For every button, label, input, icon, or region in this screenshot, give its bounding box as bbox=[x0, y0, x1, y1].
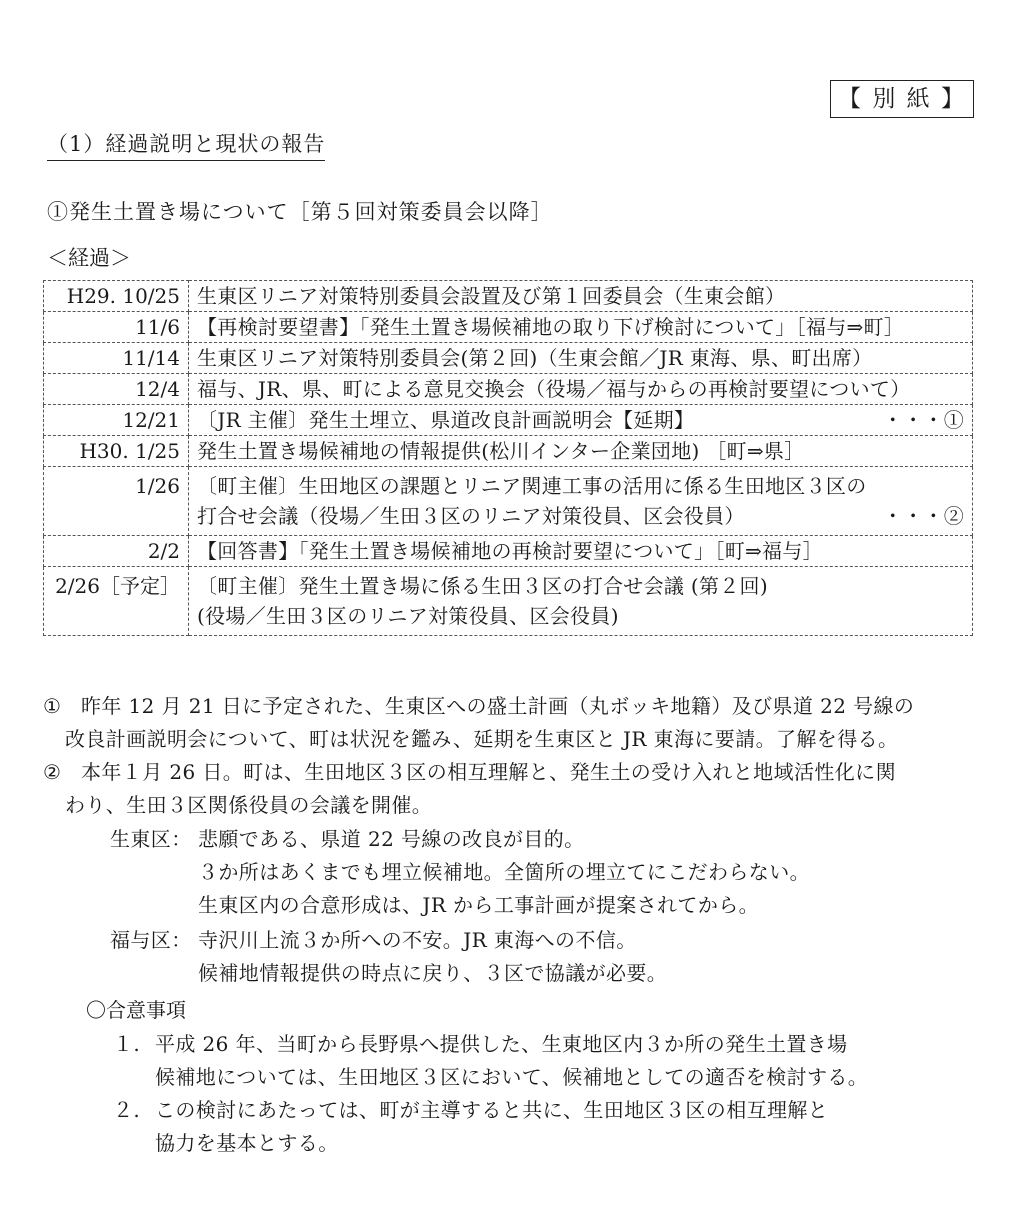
opinion-text: 候補地情報提供の時点に戻り、３区で協議が必要。 bbox=[198, 961, 668, 985]
subsection-title: ①発生土置き場について［第５回対策委員会以降］ bbox=[47, 200, 553, 224]
agreement-title: 〇合意事項 bbox=[86, 998, 186, 1022]
opinion-text: ３か所はあくまでも埋立候補地。全箇所の埋立てにこだわらない。 bbox=[198, 860, 810, 884]
section-title: （1）経過説明と現状の報告 bbox=[47, 128, 325, 161]
timeline-event bbox=[189, 281, 973, 312]
agreement-text: 協力を基本とする。 bbox=[155, 1131, 339, 1155]
event-text: 【再検討要望書】「発生土置き場候補地の取り下げ検討について」［福与⇒町］ bbox=[197, 315, 905, 339]
opinion-text: 寺沢川上流３か所への不安。JR 東海への不信。 bbox=[198, 928, 637, 952]
event-text: 生東区リニア対策特別委員会(第２回)（生東会館／JR 東海、県、町出席） bbox=[197, 346, 873, 370]
timeline-row bbox=[44, 567, 973, 636]
event-text: 発生土置き場候補地の情報提供(松川インター企業団地) ［町⇒県］ bbox=[197, 439, 805, 463]
timeline-row bbox=[44, 436, 973, 467]
timeline-table bbox=[43, 280, 973, 636]
note-number: ② bbox=[43, 760, 62, 784]
history-label: ＜経過＞ bbox=[47, 246, 131, 270]
timeline-row bbox=[44, 374, 973, 405]
opinion-label: 生東区： bbox=[110, 827, 192, 851]
event-text: 〔町主催〕発生土置き場に係る生田３区の打合せ会議 (第２回) bbox=[197, 574, 768, 598]
attachment-badge: 【 別 紙 】 bbox=[830, 80, 974, 118]
note-text: 本年１月 26 日。町は、生田地区３区の相互理解と、発生土の受け入れと地域活性化に関 bbox=[81, 760, 896, 784]
agreement-text: この検討にあたっては、町が主導すると共に、生田地区３区の相互理解と bbox=[155, 1098, 829, 1122]
event-text: 〔町主催〕生田地区の課題とリニア関連工事の活用に係る生田地区３区の bbox=[197, 474, 867, 498]
timeline-date: H29. 10/25 bbox=[44, 281, 189, 312]
timeline-date: 2/26［予定］ bbox=[44, 567, 189, 636]
timeline-row bbox=[44, 536, 973, 567]
note-text: 昨年 12 月 21 日に予定された、生東区への盛土計画（丸ボッキ地籍）及び県道 22 号線の bbox=[81, 694, 915, 718]
event-text: 福与、JR、県、町による意見交換会（役場／福与からの再検討要望について） bbox=[197, 377, 911, 401]
timeline-event bbox=[189, 436, 973, 467]
note-text: わり、生田３区関係役員の会議を開催。 bbox=[65, 793, 433, 817]
event-text: 【回答書】「発生土置き場候補地の再検討要望について」［町⇒福与］ bbox=[197, 539, 823, 563]
notes-section bbox=[43, 690, 978, 822]
opinion-text: 生東区内の合意形成は、JR から工事計画が提案されてから。 bbox=[198, 893, 760, 917]
timeline-row bbox=[44, 312, 973, 343]
opinion-item bbox=[110, 823, 585, 856]
event-text: 生東区リニア対策特別委員会設置及び第１回委員会（生東会館） bbox=[197, 284, 786, 308]
event-text: 〔JR 主催〕発生土埋立、県道改良計画説明会【延期】 bbox=[197, 408, 695, 432]
event-text: 打合せ会議（役場／生田３区のリニア対策役員、区会役員） bbox=[197, 504, 745, 528]
opinion-text: 悲願である、県道 22 号線の改良が目的。 bbox=[198, 827, 585, 851]
note-item bbox=[43, 756, 978, 789]
note-item bbox=[43, 690, 978, 723]
agreement-number: １. bbox=[113, 1032, 141, 1056]
timeline-date: H30. 1/25 bbox=[44, 436, 189, 467]
timeline-event bbox=[189, 567, 973, 636]
agreement-text: 候補地については、生田地区３区において、候補地としての適否を検討する。 bbox=[155, 1065, 869, 1089]
timeline-row bbox=[44, 281, 973, 312]
agreement-item bbox=[113, 1094, 828, 1127]
timeline-row bbox=[44, 467, 973, 536]
timeline-date: 11/6 bbox=[44, 312, 189, 343]
timeline-event bbox=[189, 343, 973, 374]
note-text: 改良計画説明会について、町は状況を鑑み、延期を生東区と JR 東海に要請。了解を得る。 bbox=[65, 727, 899, 751]
timeline-date: 12/21 bbox=[44, 405, 189, 436]
note-marker: ・・・② bbox=[882, 504, 964, 528]
timeline-event bbox=[189, 536, 973, 567]
timeline-event bbox=[189, 374, 973, 405]
opinion-label: 福与区： bbox=[110, 928, 192, 952]
timeline-event bbox=[189, 467, 973, 536]
timeline-date: 2/2 bbox=[44, 536, 189, 567]
note-number: ① bbox=[43, 694, 62, 718]
event-text: (役場／生田３区のリニア対策役員、区会役員) bbox=[197, 604, 619, 628]
opinion-item bbox=[110, 924, 637, 957]
timeline-date: 11/14 bbox=[44, 343, 189, 374]
timeline-event bbox=[189, 405, 973, 436]
note-marker: ・・・① bbox=[882, 408, 964, 432]
timeline-row bbox=[44, 405, 973, 436]
agreement-text: 平成 26 年、当町から長野県へ提供した、生東地区内３か所の発生土置き場 bbox=[155, 1032, 848, 1056]
agreement-number: ２. bbox=[113, 1098, 141, 1122]
timeline-event bbox=[189, 312, 973, 343]
agreement-item bbox=[113, 1028, 848, 1061]
timeline-date: 12/4 bbox=[44, 374, 189, 405]
timeline-date: 1/26 bbox=[44, 467, 189, 536]
timeline-row bbox=[44, 343, 973, 374]
